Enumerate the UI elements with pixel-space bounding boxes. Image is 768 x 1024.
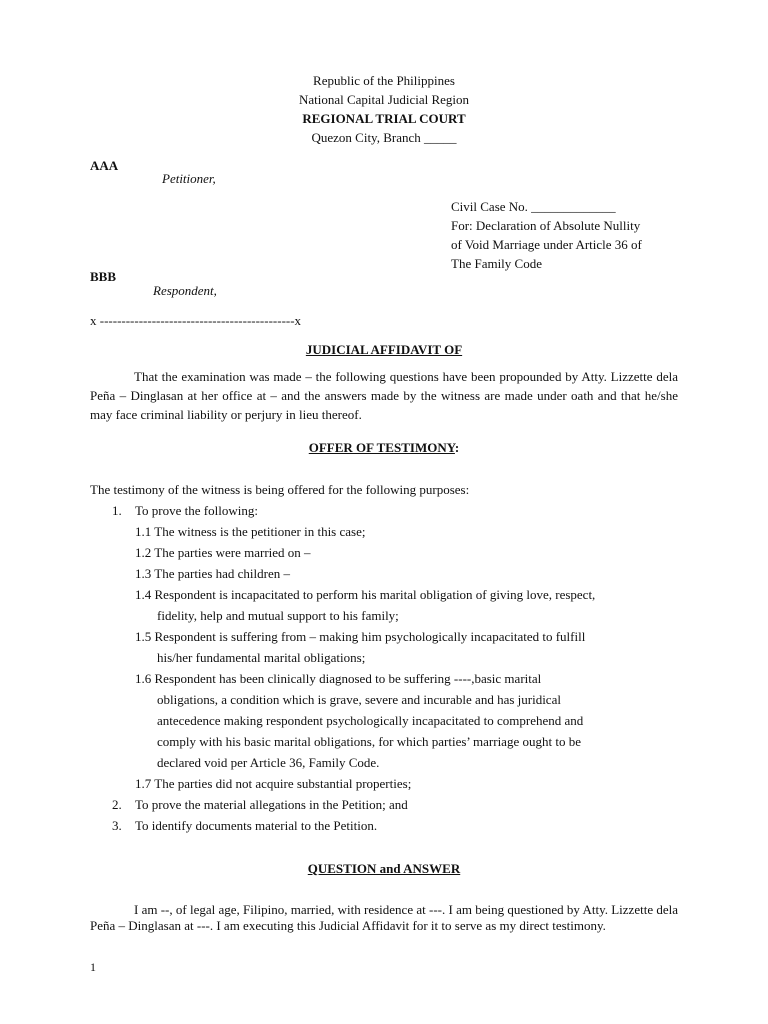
case-number: Civil Case No. _____________ bbox=[451, 199, 616, 214]
case-for-line2: of Void Marriage under Article 36 of bbox=[451, 236, 642, 252]
qa-title: QUESTION and ANSWER bbox=[307, 861, 461, 876]
sub-item: 1.6 Respondent has been clinically diagnosed to be suffering ----,basic marital bbox=[135, 671, 542, 686]
list-item-number: 1. bbox=[112, 503, 122, 518]
sub-item-continuation: antecedence making respondent psychologically incapacitated to comprehend and bbox=[157, 713, 584, 728]
intro-paragraph bbox=[90, 368, 678, 425]
sub-item: 1.7 The parties did not acquire substantial properties; bbox=[135, 776, 412, 791]
list-item-text: To prove the material allegations in the Petition; and bbox=[135, 797, 408, 812]
case-for-line3: The Family Code bbox=[451, 255, 542, 271]
offer-title-text: OFFER OF TESTIMONY bbox=[308, 440, 455, 455]
petitioner-role: Petitioner, bbox=[162, 171, 216, 186]
qa-paragraph bbox=[90, 902, 678, 935]
affidavit-title: JUDICIAL AFFIDAVIT OF bbox=[305, 342, 463, 357]
header-republic: Republic of the Philippines bbox=[313, 73, 455, 88]
sub-item-continuation: his/her fundamental marital obligations; bbox=[157, 650, 366, 665]
offer-lead: The testimony of the witness is being offered for the following purposes: bbox=[90, 482, 470, 497]
sub-item-continuation: fidelity, help and mutual support to his family; bbox=[157, 608, 399, 623]
sub-item: 1.4 Respondent is incapacitated to perform his marital obligation of giving love, respect, bbox=[135, 587, 596, 602]
list-item bbox=[112, 502, 672, 521]
list-item-number: 3. bbox=[112, 818, 122, 833]
case-for-line1: For: Declaration of Absolute Nullity bbox=[451, 217, 641, 233]
header-branch: Quezon City, Branch _____ bbox=[311, 129, 457, 145]
case-info bbox=[451, 198, 642, 273]
offer-title-colon: : bbox=[454, 440, 460, 455]
court-header bbox=[0, 72, 768, 147]
list-item bbox=[112, 796, 672, 815]
petitioner-name: AAA bbox=[90, 158, 119, 173]
intro-text: That the examination was made – the following questions have been propounded by Atty. Lizzette dela Peña – Dinglasan at her office at – and the answers made by the witness are made under oath and that he/she may face criminal liability or perjury in lieu thereof. bbox=[90, 369, 678, 422]
caption-separator: x ---------------------------------------------x bbox=[90, 313, 302, 328]
list-item-text: To identify documents material to the Petition. bbox=[135, 818, 378, 833]
sub-item: 1.2 The parties were married on – bbox=[135, 545, 311, 560]
respondent-role: Respondent, bbox=[153, 283, 217, 298]
sub-item-continuation: declared void per Article 36, Family Code. bbox=[157, 755, 380, 770]
list-item bbox=[112, 817, 672, 836]
list-item-text: To prove the following: bbox=[135, 503, 258, 518]
offer-title bbox=[0, 439, 768, 458]
page-number: 1 bbox=[90, 960, 96, 974]
sub-item: 1.5 Respondent is suffering from – making him psychologically incapacitated to fulfill bbox=[135, 629, 586, 644]
sub-item: 1.1 The witness is the petitioner in this case; bbox=[135, 524, 366, 539]
header-region: National Capital Judicial Region bbox=[298, 91, 470, 107]
list-item-number: 2. bbox=[112, 797, 122, 812]
sub-item-continuation: comply with his basic marital obligations, for which parties’ marriage ought to be bbox=[157, 734, 581, 749]
sub-item-continuation: obligations, a condition which is grave, severe and incurable and has juridical bbox=[157, 692, 561, 707]
respondent-name: BBB bbox=[90, 269, 117, 284]
header-court: REGIONAL TRIAL COURT bbox=[302, 110, 466, 126]
sub-item: 1.3 The parties had children – bbox=[135, 566, 290, 581]
qa-text: I am --, of legal age, Filipino, married, with residence at ---. I am being questioned by Atty. Lizzette dela Peña – Dinglasan at ---. I am executing this Judicial Affidavit for it to serve as my direct testimony. bbox=[90, 902, 678, 934]
